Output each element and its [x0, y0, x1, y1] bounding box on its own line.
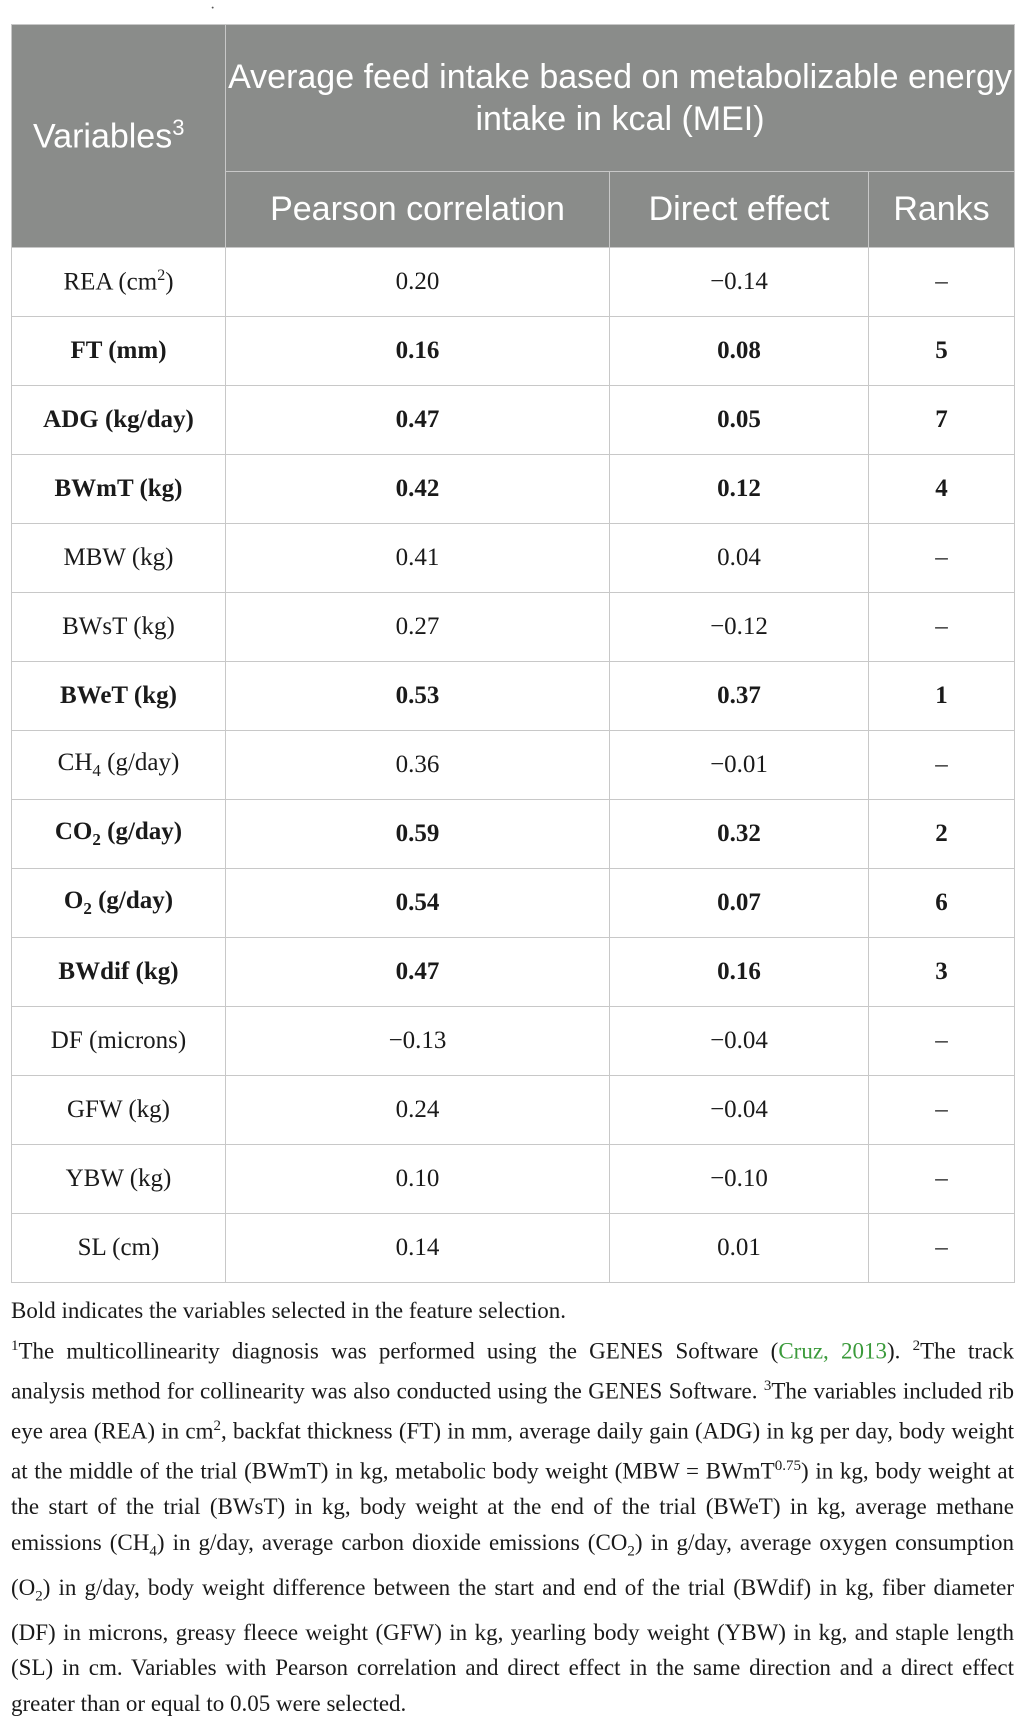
cell-variable: $CH_4$ (g/day)	[12, 731, 226, 800]
table-notes	[11, 1293, 1014, 1721]
cell-direct-effect: 0.01	[610, 1214, 869, 1283]
table-row	[12, 455, 1015, 524]
header-group-title: Average feed intake based on metabolizable energy intake in kcal (MEI)	[226, 25, 1015, 172]
table-row	[12, 524, 1015, 593]
cell-rank: –	[869, 1145, 1015, 1214]
cell-variable: YBW (kg)	[12, 1145, 226, 1214]
cell-variable: FT (mm)	[12, 317, 226, 386]
table-row	[12, 1214, 1015, 1283]
table-row	[12, 593, 1015, 662]
cell-rank: 4	[869, 455, 1015, 524]
table-row	[12, 731, 1015, 800]
cell-variable: BWeT (kg)	[12, 662, 226, 731]
cell-pearson: 0.54	[226, 869, 610, 938]
table-row	[12, 662, 1015, 731]
bold-note: Bold indicates the variables selected in the feature selection.	[11, 1298, 566, 1323]
cell-pearson: 0.41	[226, 524, 610, 593]
results-table	[11, 24, 1015, 1283]
cell-pearson: 0.27	[226, 593, 610, 662]
cell-variable: SL (cm)	[12, 1214, 226, 1283]
cell-pearson: 0.24	[226, 1076, 610, 1145]
cell-direct-effect: −0.04	[610, 1007, 869, 1076]
cell-rank: 2	[869, 800, 1015, 869]
cell-direct-effect: 0.32	[610, 800, 869, 869]
stray-dot: ·	[210, 0, 216, 17]
cell-variable: ADG (kg/day)	[12, 386, 226, 455]
cell-pearson: 0.42	[226, 455, 610, 524]
header-variables: Variables$^3$	[12, 25, 226, 248]
cell-direct-effect: 0.16	[610, 938, 869, 1007]
header-direct-effect: Direct effect	[610, 172, 869, 248]
table-row	[12, 800, 1015, 869]
table-row	[12, 248, 1015, 317]
cell-rank: –	[869, 731, 1015, 800]
cell-pearson: 0.16	[226, 317, 610, 386]
cell-rank: –	[869, 1214, 1015, 1283]
cell-direct-effect: 0.05	[610, 386, 869, 455]
citation-link[interactable]: Cruz, 2013	[778, 1338, 887, 1364]
cell-pearson: 0.47	[226, 938, 610, 1007]
cell-rank: –	[869, 1076, 1015, 1145]
table-row	[12, 386, 1015, 455]
table-row	[12, 1145, 1015, 1214]
cell-direct-effect: −0.12	[610, 593, 869, 662]
footnotes: $^1$The multicollinearity diagnosis was performed using the GENES Software (Cruz, 2013). $^2$The track analysis method for collinearity was also conducted using the GENES Software. $^3$The variables included rib eye area (REA) in $cm^2$, backfat thickness (FT) in mm, average daily gain (ADG) in kg per day, body weight at the middle of the trial (BWmT) in kg, metabolic body weight (MBW = BWmT$^{0.75}$) in kg, body weight at the start of the trial (BWsT) in kg, body weight at the end of the trial (BWeT) in kg, average methane emissions $(CH_4)$ in g/day, average carbon dioxide emissions $(CO_2)$ in g/day, average oxygen consumption $(O_2)$ in g/day, body weight difference between the start and end of the trial (BWdif) in kg, fiber diameter (DF) in microns, greasy fleece weight (GFW) in kg, yearling body weight (YBW) in kg, and staple length (SL) in cm. Variables with Pearson correlation and direct effect in the same direction and a direct effect greater than or equal to 0.05 were selected.	[11, 1337, 1015, 1716]
cell-variable: $CO_2$ (g/day)	[12, 800, 226, 869]
cell-variable: BWdif (kg)	[12, 938, 226, 1007]
cell-direct-effect: 0.07	[610, 869, 869, 938]
cell-rank: –	[869, 593, 1015, 662]
cell-direct-effect: −0.10	[610, 1145, 869, 1214]
cell-direct-effect: 0.04	[610, 524, 869, 593]
cell-variable: $O_2$ (g/day)	[12, 869, 226, 938]
cell-direct-effect: 0.37	[610, 662, 869, 731]
cell-variable: MBW (kg)	[12, 524, 226, 593]
cell-direct-effect: −0.01	[610, 731, 869, 800]
header-pearson: Pearson correlation	[226, 172, 610, 248]
cell-pearson: 0.20	[226, 248, 610, 317]
cell-direct-effect: −0.04	[610, 1076, 869, 1145]
cell-direct-effect: −0.14	[610, 248, 869, 317]
cell-rank: –	[869, 524, 1015, 593]
cell-direct-effect: 0.08	[610, 317, 869, 386]
cell-rank: 6	[869, 869, 1015, 938]
table-row	[12, 1076, 1015, 1145]
table-row	[12, 317, 1015, 386]
cell-variable: GFW (kg)	[12, 1076, 226, 1145]
cell-pearson: 0.36	[226, 731, 610, 800]
cell-rank: –	[869, 1007, 1015, 1076]
cell-variable: BWsT (kg)	[12, 593, 226, 662]
cell-pearson: 0.14	[226, 1214, 610, 1283]
cell-variable: BWmT (kg)	[12, 455, 226, 524]
cell-pearson: 0.53	[226, 662, 610, 731]
table-row	[12, 1007, 1015, 1076]
cell-pearson: 0.59	[226, 800, 610, 869]
header-ranks: Ranks	[869, 172, 1015, 248]
cell-direct-effect: 0.12	[610, 455, 869, 524]
cell-pearson: 0.10	[226, 1145, 610, 1214]
cell-variable: DF (microns)	[12, 1007, 226, 1076]
cell-rank: 3	[869, 938, 1015, 1007]
cell-pearson: 0.47	[226, 386, 610, 455]
table-row	[12, 938, 1015, 1007]
cell-variable: REA $(cm^2)$	[12, 248, 226, 317]
cell-rank: –	[869, 248, 1015, 317]
table-row	[12, 869, 1015, 938]
cell-rank: 1	[869, 662, 1015, 731]
cell-pearson: −0.13	[226, 1007, 610, 1076]
cell-rank: 7	[869, 386, 1015, 455]
cell-rank: 5	[869, 317, 1015, 386]
